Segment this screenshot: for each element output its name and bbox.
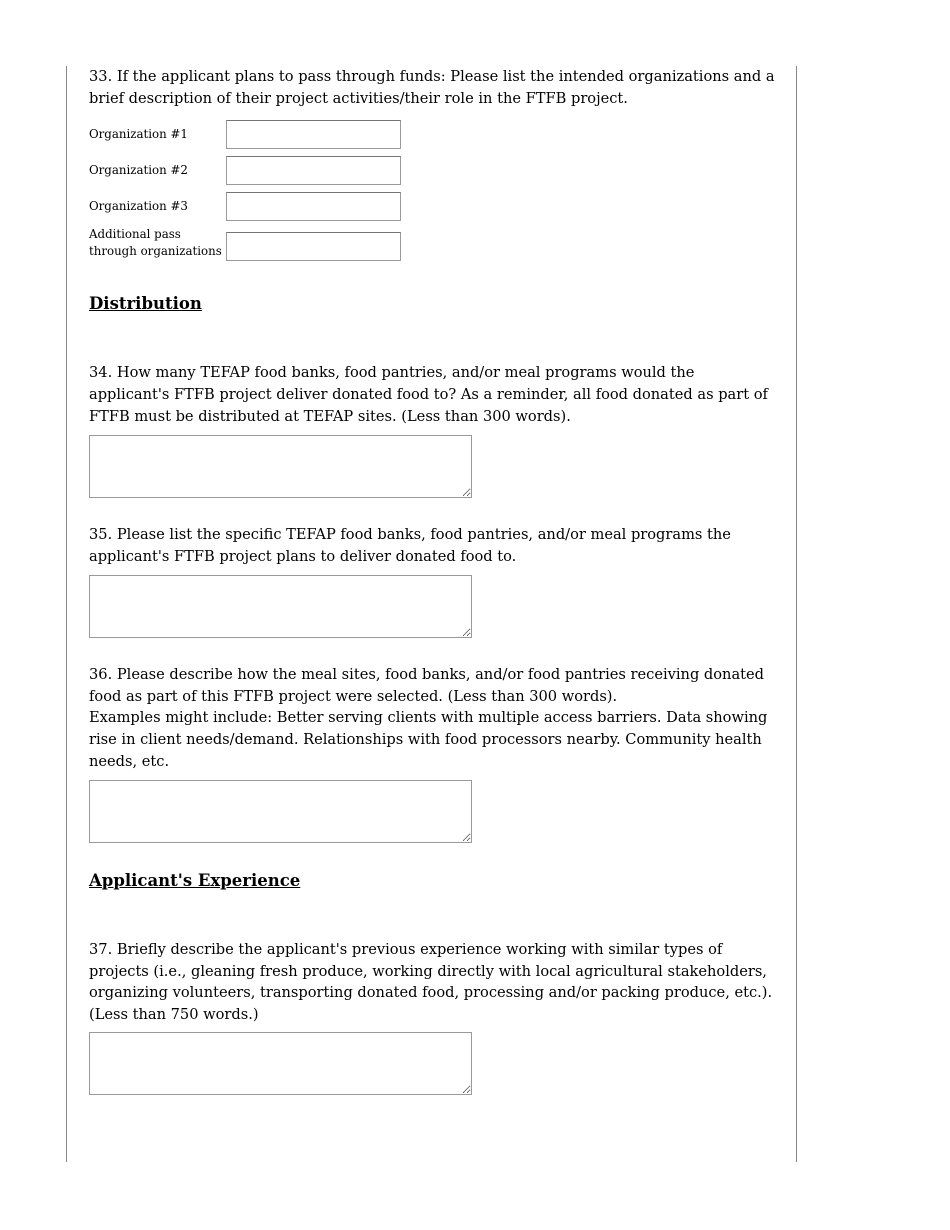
organization-list: [89, 116, 779, 270]
organization-1-input[interactable]: [226, 120, 401, 149]
additional-organizations-label: [89, 226, 226, 260]
question-33-text: 33. If the applicant plans to pass through funds: Please list the intended organizations and a brief description of their project activities/their role in the FTFB project.: [89, 68, 775, 107]
organization-3-label: Organization #3: [89, 198, 188, 213]
additional-organizations-label-line2: through organizations: [89, 244, 222, 258]
question-35-text: 35. Please list the specific TEFAP food banks, food pantries, and/or meal programs the applicant's FTFB project plans to deliver donated food to.: [89, 526, 731, 565]
question-36-examples: Examples might include: Better serving clients with multiple access barriers. Data showing rise in client needs/demand. Relationships with food processors nearby. Community health needs, etc.: [89, 709, 768, 770]
question-36-text: 36. Please describe how the meal sites, food banks, and/or food pantries receiving donated food as part of this FTFB project were selected. (Less than 300 words).: [89, 666, 764, 705]
question-34-text: 34. How many TEFAP food banks, food pantries, and/or meal programs would the applicant's FTFB project deliver donated food to? As a reminder, all food donated as part of FTFB must be distributed at TEFAP sites. (Less than 300 words).: [89, 364, 768, 425]
organization-row: [89, 116, 779, 152]
question-37-text: 37. Briefly describe the applicant's previous experience working with similar types of projects (i.e., gleaning fresh produce, working directly with local agricultural stakeholders, organizing volunteers, transporting donated food, processing and/or packing produce, etc.). (Less than 750 words.): [89, 941, 773, 1023]
form-content: [89, 66, 779, 1095]
organization-1-label: Organization #1: [89, 126, 188, 141]
organization-row: [89, 224, 779, 270]
organization-row: [89, 188, 779, 224]
distribution-heading: Distribution: [89, 294, 202, 313]
question-37-answer[interactable]: [89, 1032, 472, 1095]
organization-2-input[interactable]: [226, 156, 401, 185]
additional-organizations-label-line1: Additional pass: [89, 227, 181, 241]
question-35-answer[interactable]: [89, 575, 472, 638]
additional-organizations-input[interactable]: [226, 232, 401, 261]
organization-row: [89, 152, 779, 188]
question-34-answer[interactable]: [89, 435, 472, 498]
question-36-answer[interactable]: [89, 780, 472, 843]
organization-2-label: Organization #2: [89, 162, 188, 177]
experience-heading: Applicant's Experience: [89, 871, 301, 890]
organization-3-input[interactable]: [226, 192, 401, 221]
